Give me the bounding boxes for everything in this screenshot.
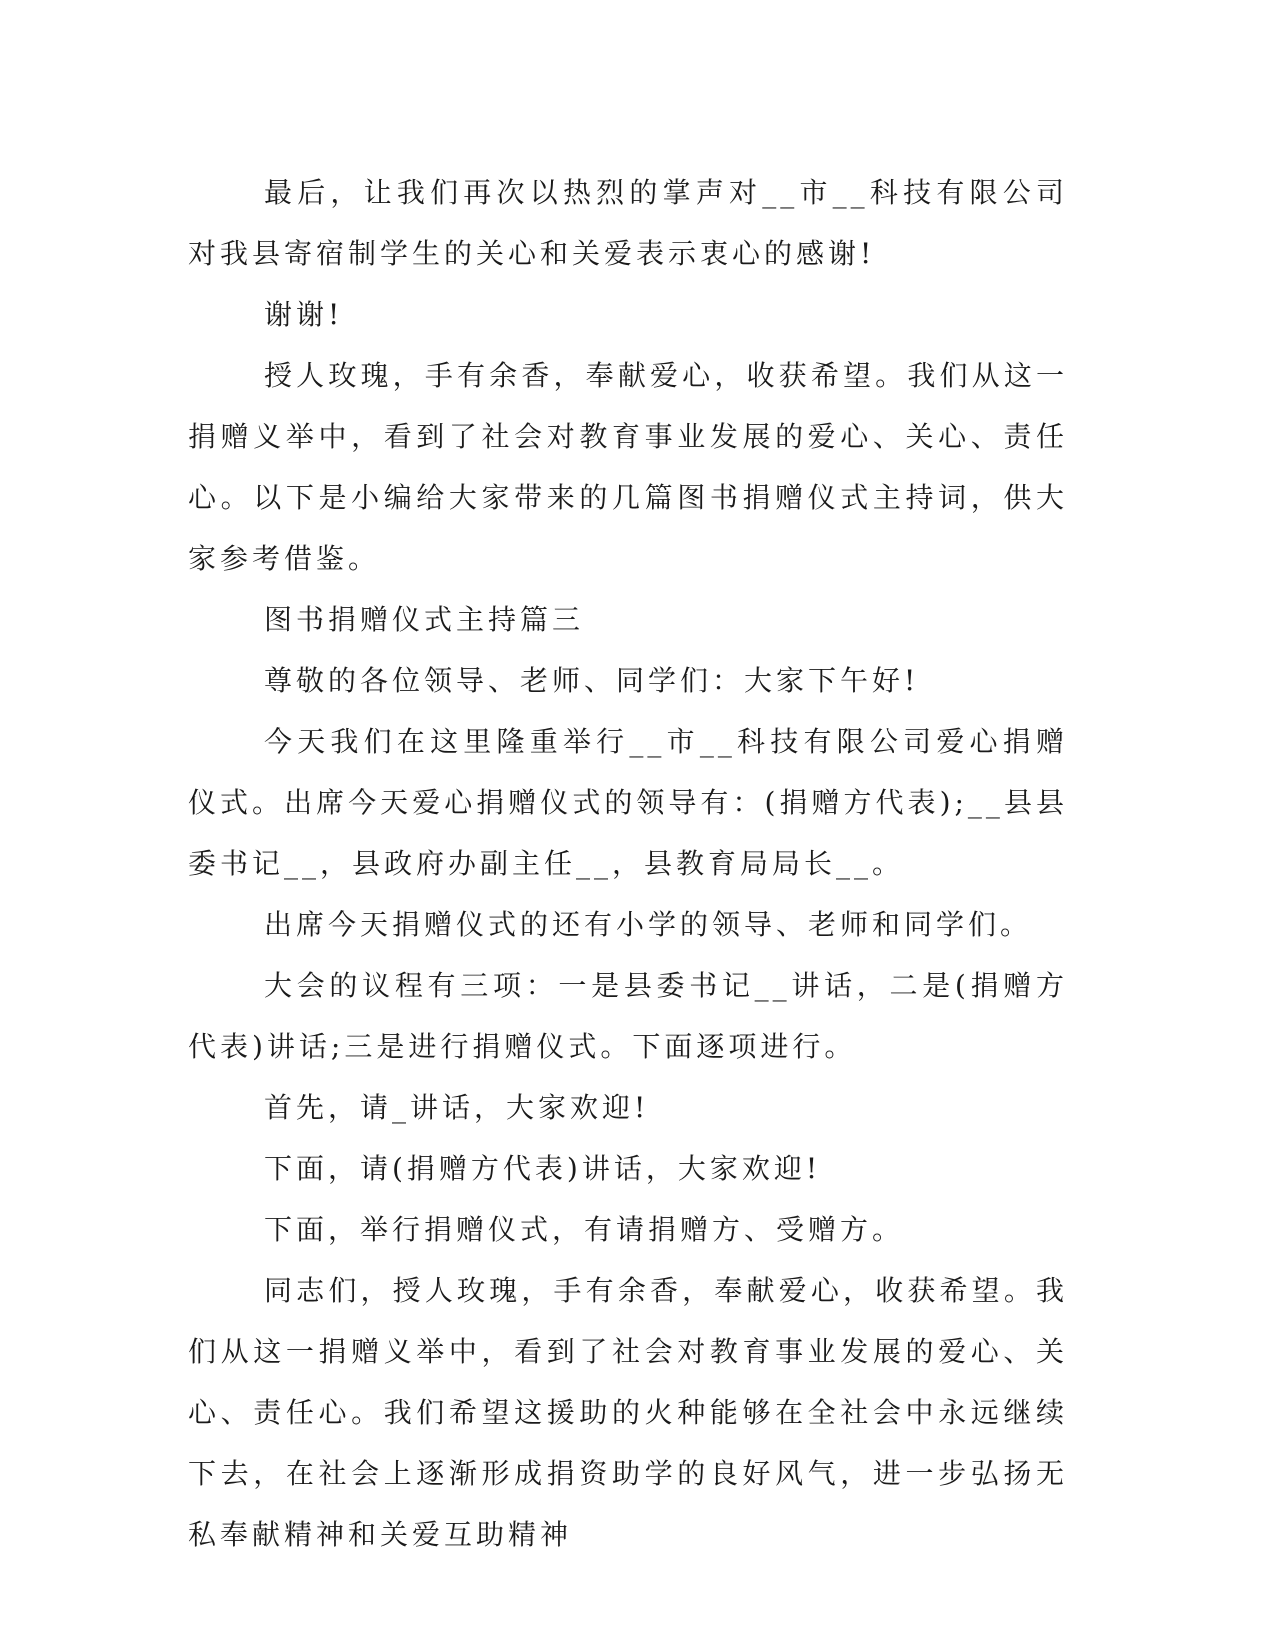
paragraph-attendees: 今天我们在这里隆重举行__市__科技有限公司爱心捐赠仪式。出席今天爱心捐赠仪式的领导有：(捐赠方代表);__县县委书记__，县政府办副主任__，县教育局局长__。 [188, 725, 1068, 880]
paragraph-closing-thanks: 最后，让我们再次以热烈的掌声对__市__科技有限公司对我县寄宿制学生的关心和关爱表示衷心的感谢! [188, 176, 1068, 270]
paragraph-greeting: 尊敬的各位领导、老师、同学们：大家下午好! [264, 664, 920, 697]
paragraph-intro: 授人玫瑰，手有余香，奉献爱心，收获希望。我们从这一捐赠义举中，看到了社会对教育事业发展的爱心、关心、责任心。以下是小编给大家带来的几篇图书捐赠仪式主持词，供大家参考借鉴。 [188, 359, 1068, 575]
paragraph-ceremony: 下面，举行捐赠仪式，有请捐赠方、受赠方。 [264, 1213, 905, 1246]
paragraph-donor-speech: 下面，请(捐赠方代表)讲话，大家欢迎! [264, 1152, 822, 1185]
document-body [188, 162, 1068, 1565]
paragraph-thank-you: 谢谢! [264, 298, 344, 331]
section-heading: 图书捐赠仪式主持篇三 [264, 603, 585, 636]
paragraph-first-speech: 首先，请_讲话，大家欢迎! [264, 1091, 650, 1124]
paragraph-conclusion: 同志们，授人玫瑰，手有余香，奉献爱心，收获希望。我们从这一捐赠义举中，看到了社会对教育事业发展的爱心、关心、责任心。我们希望这援助的火种能够在全社会中永远继续下去，在社会上逐渐形成捐资助学的良好风气，进一步弘扬无私奉献精神和关爱互助精神 [188, 1274, 1068, 1551]
paragraph-other-attendees: 出席今天捐赠仪式的还有小学的领导、老师和同学们。 [264, 908, 1033, 941]
paragraph-agenda: 大会的议程有三项：一是县委书记__讲话，二是(捐赠方代表)讲话;三是进行捐赠仪式。下面逐项进行。 [188, 969, 1068, 1063]
